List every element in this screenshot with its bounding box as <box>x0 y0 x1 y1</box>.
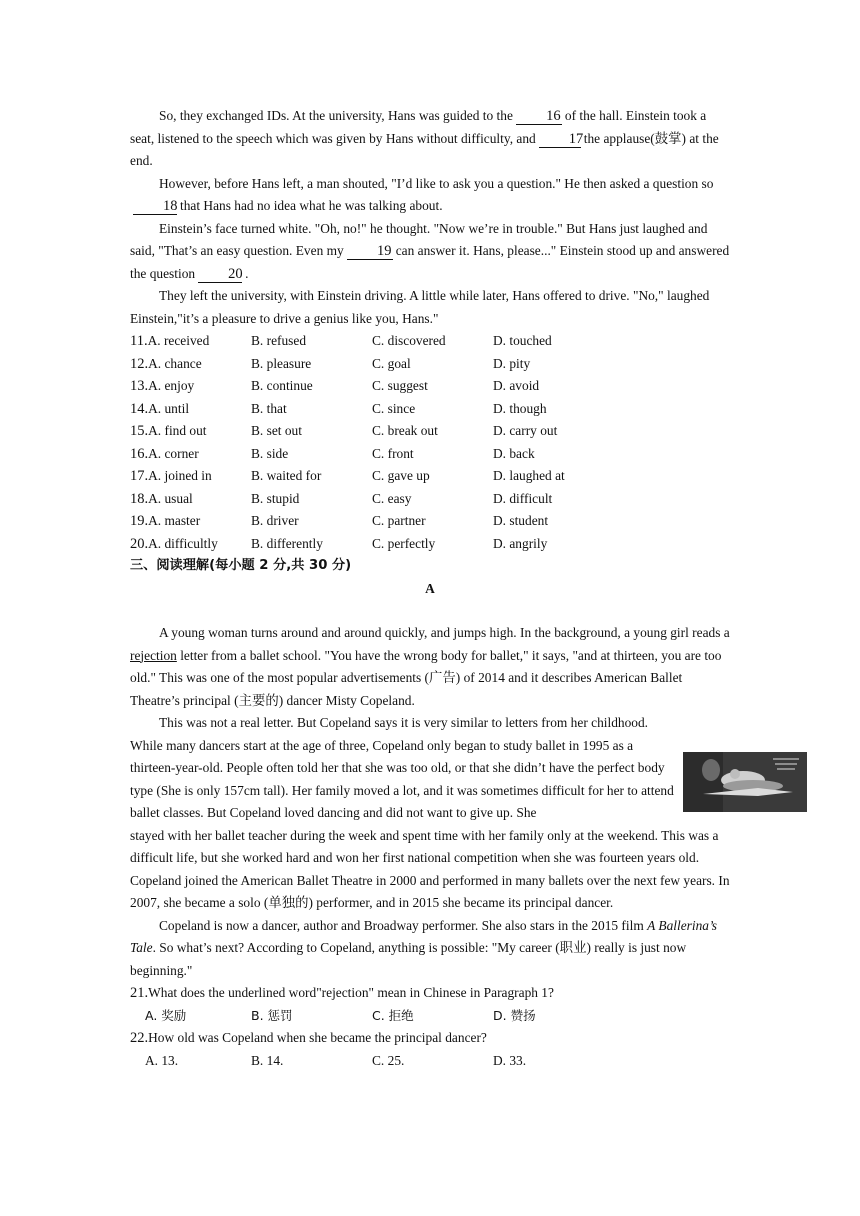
option-row <box>130 420 730 443</box>
option-b: B. set out <box>251 423 302 438</box>
blank-17: 17 <box>539 132 581 148</box>
option-row <box>130 353 730 376</box>
option-row <box>130 510 730 533</box>
passage-paragraph: So, they exchanged IDs. At the university, Hans was guided to the 16 of the hall. Einstein took a seat, listened to the speech which was given by Hans without difficulty, and 17the applause(鼓掌) at the end. <box>130 108 719 168</box>
blank-19: 19 <box>347 244 393 260</box>
option-row <box>130 375 730 398</box>
option-a: A. 13. <box>145 1052 179 1068</box>
option-a: 16.A. corner <box>130 445 199 462</box>
blank-18: 18 <box>133 199 177 215</box>
option-b: B. side <box>251 445 289 461</box>
option-a: 18.A. usual <box>130 490 193 507</box>
option-c: C. discovered <box>372 333 446 348</box>
option-b: B. stupid <box>251 490 300 506</box>
section-heading: 三、阅读理解(每小题 2 分,共 30 分) <box>130 558 352 573</box>
reading-paragraph: A young woman turns around and around quickly, and jumps high. In the background, a young girl reads a rejection letter from a ballet school. "You have the wrong body for ballet," it says, "and at thirteen, you are too old." This was one of the most popular advertisements (广告) of 2014 and it describes American Ballet Theatre’s principal (主要的) dancer Misty Copeland. <box>130 625 730 708</box>
option-d: D. 33. <box>493 1052 527 1068</box>
option-row <box>130 533 730 556</box>
reading-paragraph-cont: stayed with her ballet teacher during the week and spent time with her family only at the weekend. This was a difficult life, but she worked hard and won her first national competition when she was fourteen years old. Copeland joined the American Ballet Theatre in 2000 and performed in many ballets over the next few years. In 2007, she became a solo (单独的) performer, and in 2015 she became its principal dancer. <box>130 827 730 910</box>
passage-paragraph: However, before Hans left, a man shouted, "I’d like to ask you a question." He then asked a question so18 that Hans had no idea what he was talking about. <box>130 173 730 218</box>
option-a: 15.A. find out <box>130 423 207 439</box>
blank-16: 16 <box>516 109 562 125</box>
option-d: D. difficult <box>493 490 553 506</box>
option-b: B. refused <box>251 333 307 348</box>
option-d: D. 赞扬 <box>493 1007 536 1023</box>
option-c: C. since <box>372 400 416 416</box>
passage-paragraph: Einstein’s face turned white. "Oh, no!" he thought. "Now we’re in trouble." But Hans just laughed and said, "That’s an easy question. Even my 19 can answer it. Hans, please..." Einstein stood up and answered the question 20 . <box>130 220 730 282</box>
option-b: B. 14. <box>251 1052 284 1068</box>
option-d: D. carry out <box>493 423 558 438</box>
option-d: D. student <box>493 513 549 528</box>
question-stem: 21.What does the underlined word"rejection" mean in Chinese in Paragraph 1? <box>130 985 554 1001</box>
option-row <box>130 488 730 511</box>
option-row <box>130 443 730 466</box>
option-a: 14.A. until <box>130 400 190 417</box>
ballet-photo <box>683 752 807 812</box>
option-c: C. 25. <box>372 1052 405 1068</box>
cloze-options <box>130 330 730 555</box>
option-c: C. easy <box>372 490 412 506</box>
passage-title: A <box>425 580 435 596</box>
option-a: 20.A. difficultly <box>130 535 218 552</box>
reading-paragraph: This was not a real letter. But Copeland says it is very similar to letters from her childhood. While many dancers start at the age of three, Copeland only began to study ballet in 1995 as a thirteen-year-old. People often told her that she was too old, or that she didn’t have the perfect body type (She is only 157cm tall). Her family moved a lot, and it was sometimes difficult for her to attend ballet classes. But Copeland loved dancing and did not want to give up. She <box>130 715 674 820</box>
option-a: 13.A. enjoy <box>130 378 195 394</box>
option-b: B. that <box>251 400 287 416</box>
option-b: B. differently <box>251 535 323 551</box>
option-c: C. front <box>372 445 414 461</box>
option-row <box>130 465 730 488</box>
exam-page <box>130 105 730 1072</box>
option-row <box>130 330 730 353</box>
option-c: C. gave up <box>372 468 430 483</box>
option-d: D. angrily <box>493 535 548 551</box>
option-d: D. laughed at <box>493 468 565 483</box>
passage-paragraph: They left the university, with Einstein driving. A little while later, Hans offered to drive. "No," laughed Einstein,"it’s a pleasure to drive a genius like you, Hans." <box>130 288 710 326</box>
option-a: A. 奖励 <box>145 1007 187 1023</box>
option-c: C. perfectly <box>372 535 436 551</box>
ballet-dancer-image <box>683 752 807 812</box>
question-options <box>130 1005 730 1028</box>
option-c: C. suggest <box>372 378 428 393</box>
reading-paragraph: Copeland is now a dancer, author and Broadway performer. She also stars in the 2015 film A Ballerina’s Tale. So what’s next? According to Copeland, anything is possible: "My career (职业) really is just now beginning." <box>130 917 717 978</box>
option-d: D. touched <box>493 333 552 348</box>
option-c: C. goal <box>372 355 411 371</box>
option-c: C. partner <box>372 513 426 528</box>
option-a: 17.A. joined in <box>130 468 212 484</box>
question-list <box>130 982 730 1072</box>
option-b: B. driver <box>251 513 299 528</box>
option-b: B. waited for <box>251 468 322 483</box>
option-c: C. break out <box>372 423 438 438</box>
option-b: B. 惩罚 <box>251 1007 293 1023</box>
question-stem: 22.How old was Copeland when she became the principal dancer? <box>130 1030 487 1046</box>
option-b: B. pleasure <box>251 355 312 371</box>
option-d: D. back <box>493 445 535 461</box>
option-b: B. continue <box>251 378 313 393</box>
option-d: D. avoid <box>493 378 540 393</box>
option-d: D. though <box>493 400 547 416</box>
question-options <box>130 1050 730 1073</box>
option-d: D. pity <box>493 355 531 371</box>
film-title: A Ballerina’s Tale <box>130 917 717 955</box>
option-a: 11.A. received <box>130 333 210 349</box>
option-a: 19.A. master <box>130 513 201 529</box>
option-row <box>130 398 730 421</box>
underlined-word: rejection <box>130 647 177 663</box>
option-a: 12.A. chance <box>130 355 202 372</box>
option-c: C. 拒绝 <box>372 1007 414 1023</box>
blank-20: 20 <box>198 267 242 283</box>
